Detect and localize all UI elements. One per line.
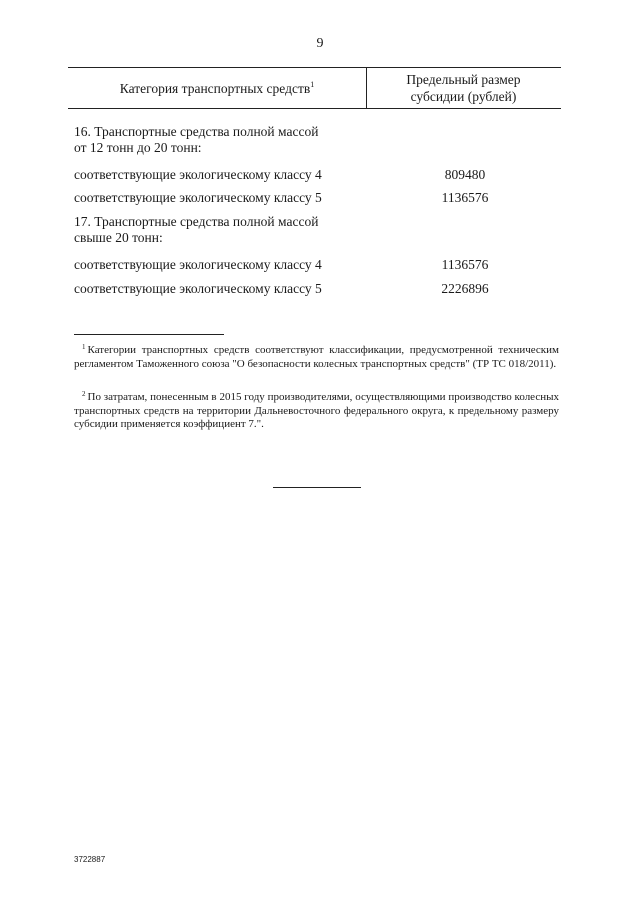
table-row-value: 1136576 [441, 190, 489, 205]
group17-title-line2: свыше 20 тонн: [74, 230, 163, 245]
header-category-label: Категория транспортных средств [119, 81, 311, 96]
group16-title [74, 124, 318, 156]
header-category [68, 80, 366, 97]
table-header-bottom-rule [68, 108, 561, 109]
footnote-1 [74, 341, 559, 371]
end-of-section-rule [273, 487, 361, 488]
header-category-footnote-mark: 1 [310, 80, 315, 89]
footnote-1-mark: 1 [82, 343, 86, 351]
table-row-value: 1136576 [441, 257, 489, 272]
table-top-rule [68, 67, 561, 68]
table-row-label: соответствующие экологическому классу 5 [74, 190, 322, 205]
footnote-2-text: По затратам, понесенным в 2015 году производителями, осуществляющими производство колесных транспортных средств на территории Дальневосточного федерального округа, к предельному размеру субсидии применяется коэффициент 7.". [74, 391, 559, 430]
footnote-1-text: Категории транспортных средств соответствуют классификации, предусмотренной техническим регламентом Таможенного союза "О безопасности колесных транспортных средств" (ТР ТС 018/2011). [74, 344, 559, 370]
header-subsidy-line1: Предельный размер [406, 72, 521, 87]
footnote-separator [74, 334, 224, 335]
footnote-2 [74, 388, 559, 432]
group17-title [74, 214, 318, 246]
group16-title-line1: 16. Транспортные средства полной массой [74, 124, 319, 139]
group17-title-line1: 17. Транспортные средства полной массой [74, 214, 319, 229]
table-row-label: соответствующие экологическому классу 4 [74, 257, 322, 272]
document-id: 3722887 [74, 855, 106, 864]
group16-title-line2: от 12 тонн до 20 тонн: [74, 140, 202, 155]
header-subsidy-line2: субсидии (рублей) [410, 89, 517, 104]
header-subsidy [366, 71, 561, 105]
table-row-label: соответствующие экологическому классу 5 [74, 281, 322, 296]
page-number: 9 [316, 36, 324, 51]
table-row-label: соответствующие экологическому классу 4 [74, 167, 322, 182]
footnote-2-mark: 2 [82, 390, 86, 398]
table-row-value: 809480 [444, 167, 486, 182]
table-row-value: 2226896 [441, 281, 489, 296]
